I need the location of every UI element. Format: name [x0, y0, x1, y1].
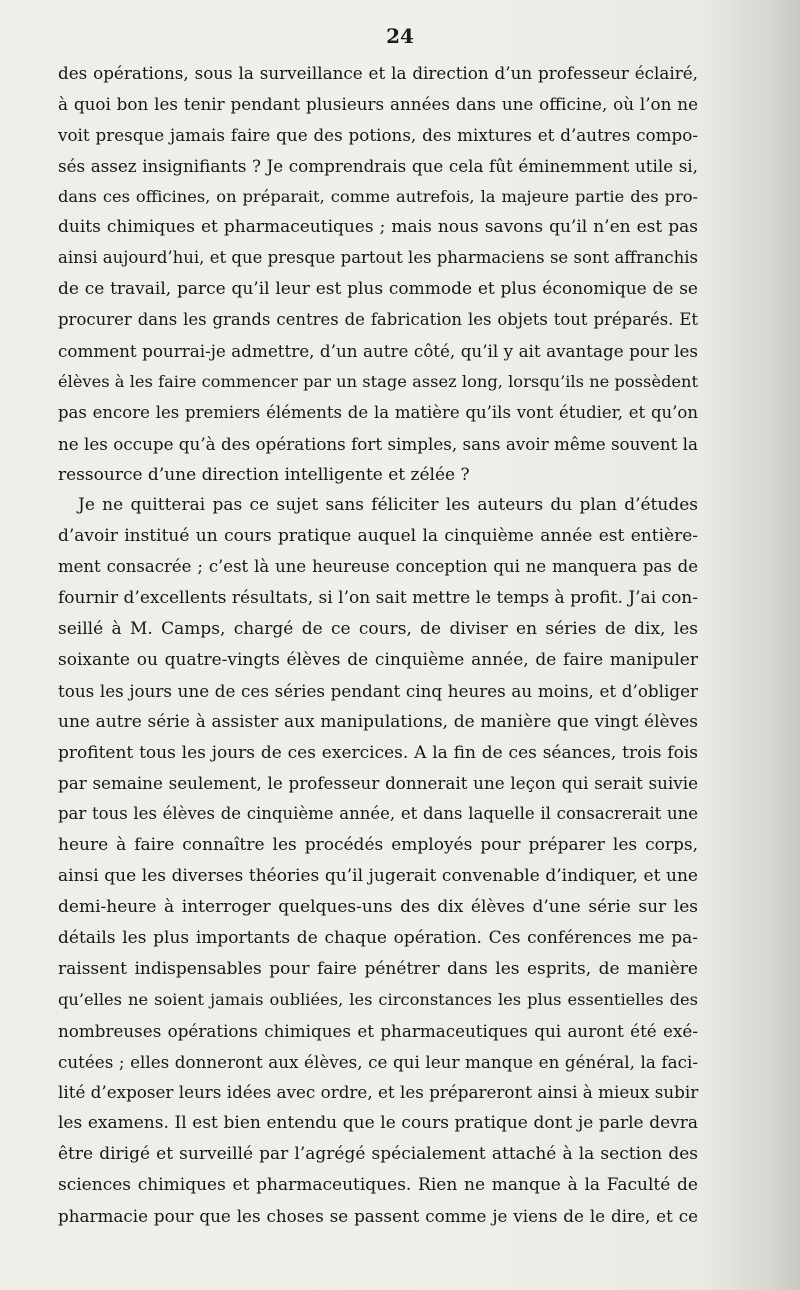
text-line: cutées ; elles donneront aux élèves, ce qui leur manque en général, la faci- — [58, 1051, 698, 1072]
text-line: voit presque jamais faire que des potions, des mixtures et d’autres compo- — [58, 124, 698, 145]
text-line: d’avoir institué un cours pratique auquel la cinquième année est entière- — [58, 526, 698, 547]
text-line: être dirigé et surveillé par l’agrégé spécialement attaché à la section des — [58, 1144, 698, 1165]
text-line: profitent tous les jours de ces exercices. A la fin de ces séances, trois fois — [58, 742, 698, 763]
text-line: demi-heure à interroger quelques-uns des dix élèves d’une série sur les — [58, 897, 698, 918]
text-line: Je ne quitterai pas ce sujet sans féliciter les auteurs du plan d’études — [78, 495, 698, 516]
text-line: des opérations, sous la surveillance et la direction d’un professeur éclairé, — [58, 63, 698, 83]
text-line: procurer dans les grands centres de fabrication les objets tout préparés. Et — [58, 310, 698, 330]
text-line: pas encore les premiers éléments de la matière qu’ils vont étudier, et qu’on — [58, 402, 698, 422]
text-line: ainsi que les diverses théories qu’il jugerait convenable d’indiquer, et une — [58, 866, 698, 887]
text-line: heure à faire connaître les procédés employés pour préparer les corps, — [58, 835, 698, 856]
page-number: 24 — [386, 24, 414, 48]
text-line: soixante ou quatre-vingts élèves de cinquième année, de faire manipuler — [58, 649, 698, 670]
text-line: détails les plus importants de chaque opération. Ces conférences me pa- — [58, 927, 698, 948]
text-line: élèves à les faire commencer par un stage assez long, lorsqu’ils ne possèdent — [58, 371, 698, 391]
text-line: lité d’exposer leurs idées avec ordre, et les prépareront ainsi à mieux subir — [58, 1082, 699, 1103]
text-line: à quoi bon les tenir pendant plusieurs années dans une officine, où l’on ne — [58, 93, 698, 114]
text-line: de ce travail, parce qu’il leur est plus commode et plus économique de se — [58, 279, 698, 300]
text-line: dans ces officines, on préparait, comme autrefois, la majeure partie des pro- — [58, 186, 698, 206]
text-line: tous les jours une de ces séries pendant cinq heures au moins, et d’obliger — [58, 680, 698, 701]
text-line: comment pourrai-je admettre, d’un autre côté, qu’il y ait avantage pour les — [58, 341, 698, 362]
text-line: ainsi aujourd’hui, et que presque partout les pharmaciens se sont affranchis — [58, 248, 698, 268]
text-line: une autre série à assister aux manipulations, de manière que vingt élèves — [58, 711, 698, 732]
paragraph-cours-pratique — [58, 490, 698, 1231]
text-line: ne les occupe qu’à des opérations fort simples, sans avoir même souvent la — [58, 433, 698, 454]
text-line: les examens. Il est bien entendu que le cours pratique dont je parle devra — [58, 1113, 698, 1134]
text-line: fournir d’excellents résultats, si l’on sait mettre le temps à profit. J’ai con- — [58, 588, 698, 609]
text-line: pharmacie pour que les choses se passent comme je viens de le dire, et ce — [58, 1205, 698, 1226]
text-line: qu’elles ne soient jamais oubliées, les circonstances les plus essentielles des — [58, 989, 698, 1009]
text-line: raissent indispensables pour faire pénétrer dans les esprits, de manière — [58, 958, 698, 979]
paragraph-continuation — [58, 58, 698, 490]
body-text — [58, 58, 698, 1232]
text-line: nombreuses opérations chimiques et pharmaceutiques qui auront été exé- — [58, 1020, 698, 1041]
text-line: ressource d’une direction intelligente et zélée ? — [58, 464, 470, 485]
text-line: sés assez insignifiants ? Je comprendrais que cela fût éminemment utile si, — [58, 155, 698, 176]
text-line: seillé à M. Camps, chargé de ce cours, de diviser en séries de dix, les — [58, 619, 698, 640]
text-line: sciences chimiques et pharmaceutiques. Rien ne manque à la Faculté de — [58, 1175, 698, 1196]
text-line: duits chimiques et pharmaceutiques ; mais nous savons qu’il n’en est pas — [58, 217, 698, 238]
text-line: par semaine seulement, le professeur donnerait une leçon qui serait suivie — [58, 773, 698, 794]
text-line: ment consacrée ; c’est là une heureuse conception qui ne manquera pas de — [58, 557, 698, 577]
text-line: par tous les élèves de cinquième année, et dans laquelle il consacrerait une — [58, 804, 698, 824]
